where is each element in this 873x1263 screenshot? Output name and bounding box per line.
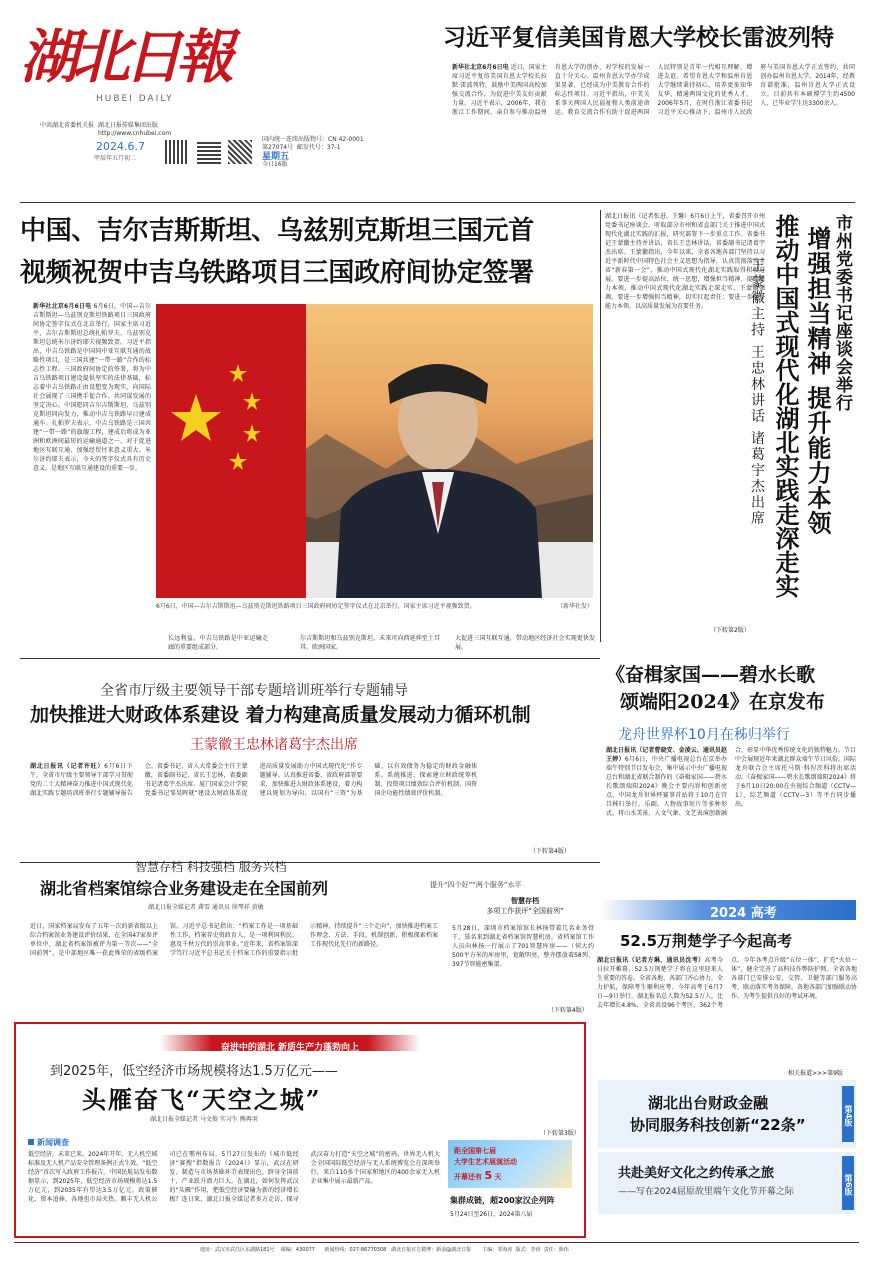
- culture-headline: [606, 662, 856, 716]
- finance-title-line2: 协同服务科技创新“22条”: [630, 1116, 806, 1134]
- ad-line1: 距全国第七届: [454, 1147, 496, 1155]
- right-feature-more: （下转第2版）: [710, 627, 750, 634]
- right-feature-body: [605, 212, 765, 636]
- caption-text: 6月6日，中国—吉尔吉斯斯坦—乌兹别克斯坦铁路项目三国政府间协定签字仪式在北京举行，国家主席习近平视频致贺。: [156, 603, 476, 610]
- low-altitude-byline: 湖北日报全媒记者 马文俊 实习生 熊再羽: [150, 1116, 258, 1123]
- column-divider: [600, 210, 601, 642]
- archives-side-title: 智慧存档: [511, 897, 539, 905]
- low-altitude-headline: 头雁奋飞“天空之城”: [82, 1085, 322, 1114]
- finance-page-tag[interactable]: 第4版: [842, 1086, 854, 1142]
- lead-photo-caption: [156, 602, 593, 611]
- secondary-headline: 加快推进大财政体系建设 着力构建高质量发展动力循环机制: [30, 704, 531, 726]
- archives-side-body: 5月28日，深圳市档案馆馆长林扬带着几名业务骨干，慕名来到湖北省档案馆智慧机房。省档案馆工作人员向林扬一行展示了701智慧库房——（伺大约500平方米的库房里，宽敞明亮，整齐摆放着58列、397节智能密集架。: [452, 925, 594, 968]
- secondary-kicker: 全省市厅级主要领导干部专题培训班举行专题辅导: [100, 683, 408, 699]
- top-story-dateline: 新华社北京6月6日电: [452, 64, 509, 71]
- divider: [14, 1242, 859, 1243]
- page-count: 今日16版: [262, 161, 288, 168]
- photo-credit: （新华社发）: [556, 603, 593, 610]
- lead-headline-line1: 中国、吉尔吉斯斯坦、乌兹别克斯坦三国元首: [20, 216, 535, 246]
- archives-body: 近日，国家档案局发布了五年一次的新省级以上综合档案馆业务建设评价结果，在全国47家参评单位中，湖北省档案馆被评为第一等次——“全国前列”，是中部地区唯一获此殊荣的省级档案馆。习近平总书记指出：“档案工作是一项基础性工作，档案存史资政育人、是一项利国利民、惠及千秋万代的崇高事业。”近年来，省档案馆深学笃行习近平总书记关于档案工作的重要指示批示精神，持续提升“三个走向”，加快推进档案工作理念、方法、手段、机制创新，积极探索档案工作现代化先行的新路径。: [30, 923, 438, 957]
- low-altitude-body: 低空经济，未来已来。2024年开年，无人机空域标准及无人机产品安全管理条例正式生效。“低空经济”首次写入政府工作报告。中国民航局发布数据显示，到2025年，低空经济市场规模将达1.5万亿元，到2035年有望达3.5万亿元。政策催化、资本追捧，各地也市局火热。顺丰无人机公司已在鄂州布局，5月27日发布的《城市低经济“赛搜”指数报告（2024）》显示，武汉在研发、制造与市场基础环节表现出色，跻身全国前十，产业跃升潜力巨大。在湖北，如何发挥武汉的“头雁”作用，把低空经济要输为新的经济增长极？连日来，湖北日报全媒记者多方走访，探寻武汉奋力打造“天空之城”的密码。世界无人机大会全国国际低空经济与无人系统博览会在深圳举行，来自110多个国家和地区的400余家无人机企业集中展示最新产品。: [28, 1151, 440, 1203]
- secondary-text: 6月6日下午，全省市厅级主要领导干部学习贯彻党的二十大精神奋力推进中国式现代化湖北实践专题培训班举行专题辅导报告会。省委书记、省人大常委会主任王蒙徽，省委副书记、省长王忠林，省委副书记诸葛宇杰出席。厦门国家会计学院党委书记邹昊晖就“建设大财政体系促进高质量发展助力中国式现代化”作专题辅导。认真推进省委、省政府部署要求，加快推进大财政体系建设，着力构建以规划为导向、以国有“三资”为基础、以有效债务为稳定的财政金融体系。系统推进、探索建立财政统筹机制、投资项目绩效综合评价机制、国资国企功能性绩效评价机制。: [30, 763, 478, 797]
- ad-line3: 开幕还有: [454, 1173, 482, 1181]
- logo-english: HUBEI DAILY: [96, 94, 174, 104]
- ad-line2: 大学生艺术展演活动: [454, 1158, 517, 1166]
- secondary-names: 王蒙徽王忠林诸葛宇杰出席: [190, 737, 358, 753]
- lead-headline: [20, 210, 600, 294]
- footer: [200, 1246, 860, 1254]
- qr-code-icon: [197, 140, 221, 164]
- ad-days: 5: [484, 1169, 493, 1182]
- footer-weibo: 湖北日报官方微博：新浪@湖北日报: [391, 1247, 472, 1253]
- right-feature-kicker: 市州党委书记座谈会举行: [832, 214, 852, 412]
- publication-codes: [262, 136, 364, 169]
- low-altitude-banner: [160, 1035, 420, 1051]
- archives-byline: 湖北日报全媒记者 龚雪 通讯员 徐琴祥 黄敏: [148, 904, 264, 911]
- weekday: 星期五: [262, 152, 290, 162]
- gaokao-more[interactable]: 相关报道>>>第9版: [788, 1070, 843, 1077]
- square-icon: [28, 1139, 34, 1145]
- ad-unit: 天: [494, 1173, 502, 1181]
- issue-number: 第27074号: [262, 144, 294, 151]
- culture-body: [606, 746, 856, 892]
- divider: [20, 862, 600, 863]
- post-code: 邮发代号：37-1: [296, 144, 341, 151]
- banner-text: 奋进中的湖北 新质生产力蓬勃向上: [220, 1043, 360, 1053]
- low-altitude-side-text: 5月24日至26日，2024第八届: [450, 1211, 533, 1218]
- gaokao-dateline: 湖北日报讯（记者方琳、通讯员沈考）: [597, 957, 705, 964]
- gaokao-body: [597, 956, 857, 1066]
- lead-headline-line2: 视频祝贺中吉乌铁路项目三国政府间协定签署: [20, 258, 535, 288]
- right-feature-text: 湖北日报讯（记者张进、王馨）6月6日上午，省委召开市州党委书记座谈会，听取部分市州和省直部门关于推进中国式现代化湖北实践的汇报，研究部署下一步重点工作。省委书记王蒙徽主持并讲话，省长王忠林讲话，省委副书记诸葛宇杰出席。王蒙徽指出，今年以来，全省各地各部门坚持以习近平新时代中国特色社会主义思想为指导，认真贯彻落实全省“新春第一会”，推动中国式现代化湖北实践取得积极进展。要进一步提高站位、统一思想，增强担当精神、提升能力本领，推动中国式现代化湖北实践走深走实。王蒙徽强调，要进一步增强担当精神，切实扛起责任；要进一步提升能力本领，以高质量发展为首要任务。: [605, 213, 765, 310]
- website-url[interactable]: http://www.cnhubei.com: [98, 130, 172, 137]
- publisher-group: 湖北日报传媒集团出版: [97, 122, 158, 129]
- footer-design: 版式：李涛: [515, 1247, 541, 1253]
- footer-proof: 责任：陈伟: [543, 1247, 569, 1253]
- publisher: 中共湖北省委机关报: [40, 122, 95, 129]
- section-label: 新闻调查: [37, 1138, 69, 1147]
- lead-dateline: 新华社北京6月6日电: [33, 303, 92, 310]
- culture-subtitle: 龙舟世界杯10月在秭归举行: [618, 727, 790, 743]
- footer-address: 地址：武汉市武昌区东湖路181号: [200, 1247, 275, 1253]
- low-altitude-more: （下转第3版）: [540, 1130, 580, 1137]
- lead-col4: 大促进三国互联互通，带动地区经济社会实现更快发展。: [455, 635, 595, 651]
- issue-date: 2024.6.7: [96, 140, 145, 153]
- archives-side-sub: 多项工作获评“全国前列”: [486, 907, 564, 915]
- archives-side-kicker: 提升“四个好”“两个服务”水平: [430, 881, 522, 889]
- culture-text: 6月6日，中央广播电视总台在京举办端午特别节目发布会，集中展示中央广播电视总台和湖北省联合制作的《奋楫家国——碧水长歌颂端阳2024》晚会主要内容和创新亮点。中国龙舟世界杯赛事首站将于10月在宜昌秭归举行。乐副。人物故事短片等多种形式，将山水美景、人文气象、文艺表演创新融合，彰显中华优秀传统文化的独特魅力。节目中会展现近年来湖北群众端午节日风俗。国际龙舟联合会主席托马斯·科涅茨科将出席活动。《奋楫家国——碧水长歌颂端阳2024》将于6月10日20:00在央视综合频道（CCTV—1）、综艺频道（CCTV—3）等平台同步播出。: [606, 747, 856, 817]
- culture-page-tag[interactable]: 第6版: [842, 1156, 854, 1210]
- top-story-body: [452, 63, 855, 189]
- divider: [20, 658, 600, 659]
- culture-box[interactable]: [598, 1152, 856, 1214]
- culture-box-sub: ——写在2024屈原故里端午文化节开幕之际: [618, 1187, 794, 1197]
- finance-box-title: [630, 1092, 848, 1136]
- culture-headline-line1: 《奋楫家国——碧水长歌: [606, 664, 816, 686]
- right-feature-names: 王蒙徽主持 王忠林讲话 诸葛宇杰出席: [749, 258, 765, 527]
- gaokao-banner: [600, 900, 856, 920]
- top-story-text: 近日，国家主席习近平复信美国肯恩大学校长拉默·雷波列特，鼓励中美两国高校加强交流合作，为促进中美友好贡献力量。习近平表示，2006年，我在浙江工作期间，亲自参与推动温州肯恩大学的创办，对学校的发展一直十分关心。温州肯恩大学办学成果显著，已经成为中美教育合作的标志性项目。习近平指出，中美关系事关两国人民福祉和人类前途命运。教育交流合作有助于促进两国人民特别是青年一代相互理解、增进友谊。希望肯恩大学和温州肯恩大学继续秉持初心，培养更多知华友华、精通两国文化的优秀人才。2006年5月，在时任浙江省委书记习近平关心推动下，温州市人民政府与美国肯恩大学正式签约，共同创办温州肯恩大学。2014年，经教育部批准，温州肯恩大学正式设立。目前共有本硕博学生约4500人，已毕业学生达3300余人。: [452, 64, 855, 116]
- footer-editor: 主编：邹海涛: [482, 1247, 513, 1253]
- cn-number: 国内统一连续出版物号：CN 42-0001: [262, 136, 364, 143]
- divider: [20, 202, 855, 203]
- lead-col3: 尔吉斯斯坦和乌兹别克斯坦，未来可向西延伸至土耳其、欧洲国家。: [300, 635, 440, 651]
- footer-hotline: 新闻热线：027-86770308: [324, 1247, 387, 1253]
- lead-text: 6月6日，中国—吉尔吉斯斯坦—乌兹别克斯坦铁路项目三国政府间协定签字仪式在北京举行，国家主席习近平、吉尔吉斯斯坦总统扎帕罗夫、乌兹别克斯坦总统米尔济约耶夫视频致贺。习近平指出，中吉乌铁路是中国同中亚互联互通的战略性项目，是三国共建“一带一路”合作的标志性工程。三国政府间协定的签署，将为中吉乌铁路项目建设提供坚实的法律基础，标志着中吉乌铁路正由设想变为现实，向国际社会展现了三国携手促合作、共同谋发展的坚定决心。中国愿同吉尔吉斯斯坦、乌兹别克斯坦同向发力，推动中吉乌铁路早日建成通车。扎帕罗夫表示，中吉乌铁路是三国共建“一带一路”的旗舰工程，建成后将成为亚洲和欧洲间最短的运输通道之一，对于促进地区互联互通、加强经贸往来意义重大。米尔济约耶夫表示，今天的签字仪式具有历史意义，是地区互联互通建设的重要一步。: [33, 303, 151, 472]
- right-feature-title2: 推动中国式现代化湖北实践走深走实: [771, 214, 799, 598]
- right-feature-title1: 增强担当精神 提升能力本领: [803, 226, 831, 536]
- lunar-date: 甲辰年五月初二: [94, 155, 137, 162]
- finance-box[interactable]: [598, 1080, 856, 1148]
- low-altitude-side: [438, 1048, 580, 1128]
- top-story-headline: 习近平复信美国肯恩大学校长雷波列特: [443, 25, 834, 51]
- photo-illustration: [156, 304, 593, 598]
- logo-text: 湖北日報: [20, 23, 229, 91]
- secondary-body: [30, 762, 592, 854]
- archives-headline: 湖北省档案馆综合业务建设走在全国前列: [40, 879, 329, 898]
- gaokao-banner-text: 2024 高考: [710, 906, 777, 921]
- qr-code-icon: [228, 140, 252, 164]
- ad-countdown: [454, 1169, 502, 1182]
- masthead-logo: [20, 22, 230, 104]
- lead-story-body: [33, 302, 151, 634]
- finance-title-line1: 湖北出台财政金融: [648, 1094, 769, 1112]
- archives-kicker: 智慧存档 科技强档 服务兴档: [135, 860, 287, 874]
- culture-box-title: 共赴美好文化之约传承之旅: [618, 1166, 775, 1181]
- culture-dateline: 湖北日报讯（记者曹晓安、金凌云、通讯员赵王婷）: [606, 747, 727, 763]
- secondary-more: （下转第4版）: [530, 848, 570, 855]
- footer-postcode: 邮编：430077: [280, 1247, 315, 1253]
- lead-col2: 长远利益。中吉乌铁路是中亚运输走廊的重要组成部分。: [168, 635, 268, 651]
- archives-side-box: [455, 896, 595, 916]
- gaokao-headline: 52.5万荆楚学子今起高考: [620, 932, 793, 950]
- low-altitude-side-kicker: 集群成链，超200家汉企列阵: [450, 1196, 555, 1205]
- masthead-info: [40, 122, 240, 138]
- low-altitude-kicker: 到2025年，低空经济市场规模将达1.5万亿元——: [50, 1064, 338, 1079]
- qr-code-icon: [165, 140, 189, 164]
- archives-more: （下转第4版）: [548, 1007, 588, 1014]
- lead-photo: [156, 304, 593, 598]
- news-survey-label: [28, 1137, 69, 1148]
- gaokao-text: 高考今日拉开帷幕，52.5万荆楚学子将在这里迎来人生重要的答卷。全省各地、各部门齐心协力，全力护航，保障考生顺利应考。今年高考于6月7日—9日举行，湖北报名总人数为52.5万人，比去年增长4.8%。全省共设96个考区、362个考点。今年各考点升级“五位一体”、扩充“火位一体”，健全完善了高科技作弊防护网。全省各地各部门已安排公安、交管、卫健等部门服务高考，联动落实考务保障。各地各部门加强联动协作，为考生提供良好的考试环境。: [597, 957, 857, 1009]
- art-festival-ad[interactable]: [448, 1140, 572, 1188]
- secondary-dateline: 湖北日报讯（记者许旺）: [30, 763, 105, 770]
- culture-headline-line2: 颂端阳2024》在京发布: [620, 691, 825, 713]
